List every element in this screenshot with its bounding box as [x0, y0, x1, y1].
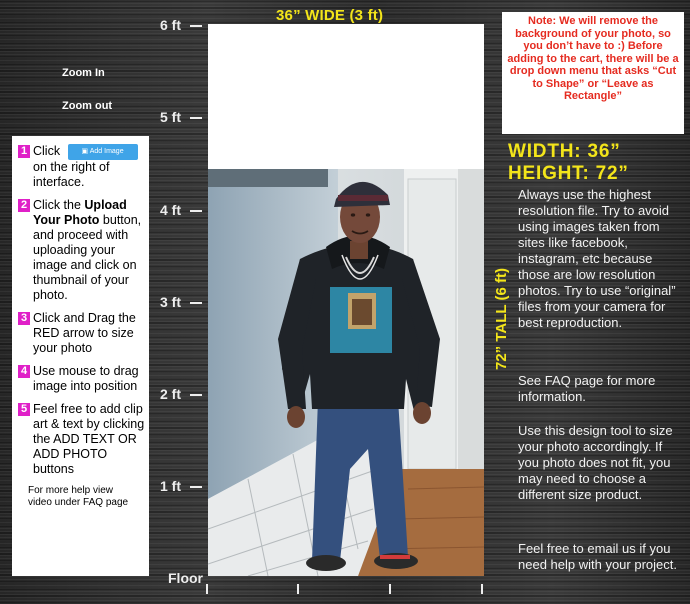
- info-faq: See FAQ page for more information.: [518, 373, 656, 404]
- instruction-step: [18, 144, 145, 190]
- bottom-tick: [481, 584, 483, 594]
- info-email: Feel free to email us if you need help with your project.: [518, 541, 677, 572]
- step-number: 2: [18, 199, 30, 212]
- height-label: 72” TALL (6 ft): [493, 268, 510, 370]
- background-removal-note: Note: We will remove the background of your photo, so you don’t have to :) Before adding to the cart, there will be a drop down menu that asks “Cut to Shape” or “Leave as Rectangle”: [502, 12, 684, 134]
- info-resolution: Always use the highest resolution file. Try to avoid using images taken from sites like facebook, instagram, etc because those are low resolution photos. Try to use “original” files from your camera for best reproduction.: [518, 187, 676, 330]
- uploaded-photo[interactable]: [208, 169, 484, 576]
- instruction-step: [18, 402, 145, 477]
- zoom-out-button[interactable]: Zoom out: [62, 100, 113, 112]
- ruler-label-4ft: 4 ft: [160, 202, 181, 218]
- step-text: Click the: [33, 198, 85, 212]
- ruler-label-6ft: 6 ft: [160, 17, 181, 33]
- add-image-label: Add Image: [89, 148, 124, 155]
- add-image-button[interactable]: ▣ Add Image: [68, 144, 138, 160]
- ruler-tick: [190, 210, 202, 212]
- ruler-tick: [190, 394, 202, 396]
- step-text: Use mouse to drag image into position: [33, 364, 139, 393]
- step-number: 1: [18, 145, 30, 158]
- height-size-text: HEIGHT: 72”: [508, 163, 629, 184]
- bottom-tick: [389, 584, 391, 594]
- instruction-step: [18, 198, 145, 303]
- width-size-text: WIDTH: 36”: [508, 141, 621, 162]
- step-number: 4: [18, 365, 30, 378]
- ruler-tick: [190, 117, 202, 119]
- step-text: Click: [33, 144, 61, 158]
- ruler-label-1ft: 1 ft: [160, 478, 181, 494]
- step-number: 5: [18, 403, 30, 416]
- zoom-in-button[interactable]: Zoom In: [62, 67, 105, 79]
- help-note: For more help view video under FAQ page: [28, 485, 129, 508]
- step-text: Feel free to add clip art & text by clicking the ADD TEXT OR ADD PHOTO buttons: [33, 402, 145, 476]
- step-text: Click and Drag the RED arrow to size your photo: [33, 311, 136, 355]
- step-number: 3: [18, 312, 30, 325]
- instruction-step: [18, 311, 145, 356]
- info-sizing: Use this design tool to size your photo accordingly. If you photo does not fit, you may need to choose a different size product.: [518, 423, 673, 502]
- photo-illustration: [208, 169, 484, 576]
- step-text: on the right of interface.: [33, 160, 110, 189]
- instruction-step: [18, 364, 145, 394]
- bottom-tick: [297, 584, 299, 594]
- step-text: button, and proceed with uploading your image and click on thumbnail of your photo.: [33, 213, 142, 302]
- width-label: 36” WIDE (3 ft): [276, 7, 384, 24]
- floor-label: Floor: [168, 570, 203, 586]
- ruler-label-5ft: 5 ft: [160, 109, 181, 125]
- ruler-label-2ft: 2 ft: [160, 386, 181, 402]
- ruler-label-3ft: 3 ft: [160, 294, 181, 310]
- instructions-panel: [12, 136, 149, 576]
- ruler-tick: [190, 302, 202, 304]
- ruler-tick: [190, 486, 202, 488]
- step-text-bold: Upload Your Photo: [33, 198, 127, 227]
- bottom-tick: [206, 584, 208, 594]
- ruler-tick: [190, 25, 202, 27]
